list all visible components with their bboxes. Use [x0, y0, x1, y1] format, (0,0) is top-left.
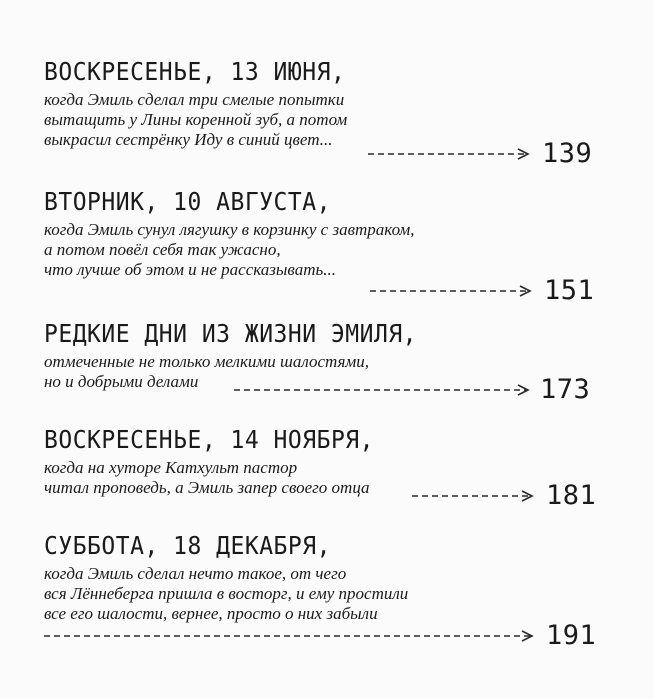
description-line: выкрасил сестрёнку Иду в синий цвет... [44, 130, 333, 149]
description-line: когда Эмиль сунул лягушку в корзинку с завтраком, [44, 220, 415, 239]
dashed-arrow-icon [370, 285, 536, 297]
entry-description [44, 90, 604, 150]
entry-title: ВОСКРЕСЕНЬЕ, 14 НОЯБРЯ, [44, 426, 374, 455]
description-line: вся Лённеберга пришла в восторг, и ему простили [44, 584, 409, 603]
description-line: что лучше об этом и не рассказывать... [44, 260, 336, 279]
entry-title: ВОСКРЕСЕНЬЕ, 13 ИЮНЯ, [44, 58, 346, 87]
description-line: когда Эмиль сделал три смелые попытки [44, 90, 345, 109]
description-line: когда Эмиль сделал нечто такое, от чего [44, 564, 347, 583]
page-number: 173 [540, 374, 591, 405]
page-number: 151 [544, 275, 595, 306]
dashed-arrow-leader [234, 384, 534, 396]
dashed-arrow-leader [370, 285, 536, 297]
page-number: 191 [546, 620, 597, 651]
dashed-arrow-leader [368, 148, 534, 160]
dashed-arrow-leader [412, 490, 538, 502]
toc-entry [44, 186, 604, 280]
description-line: вытащить у Лины коренной зуб, а потом [44, 110, 348, 129]
description-line: читал проповедь, а Эмиль запер своего отца [44, 478, 370, 497]
description-line: когда на хуторе Катхульт пастор [44, 458, 298, 477]
dashed-arrow-icon [44, 630, 538, 642]
toc-entry [44, 424, 604, 498]
page-number: 139 [542, 138, 593, 169]
page-number: 181 [546, 480, 597, 511]
entry-title: РЕДКИЕ ДНИ ИЗ ЖИЗНИ ЭМИЛЯ, [44, 320, 418, 349]
entry-description [44, 220, 604, 280]
toc-entry [44, 56, 604, 150]
description-line: а потом повёл себя так ужасно, [44, 240, 281, 259]
description-line: но и добрыми делами [44, 372, 199, 391]
entry-description [44, 564, 604, 624]
entry-title: ВТОРНИК, 10 АВГУСТА, [44, 188, 331, 217]
entry-title: СУББОТА, 18 ДЕКАБРЯ, [44, 532, 331, 561]
dashed-arrow-icon [412, 490, 538, 502]
dashed-arrow-icon [234, 384, 534, 396]
dashed-arrow-icon [368, 148, 534, 160]
description-line: отмеченные не только мелкими шалостями, [44, 352, 369, 371]
dashed-arrow-leader [44, 630, 538, 642]
description-line: все его шалости, вернее, просто о них забыли [44, 604, 378, 623]
toc-entry [44, 318, 604, 392]
toc-entry [44, 530, 604, 624]
